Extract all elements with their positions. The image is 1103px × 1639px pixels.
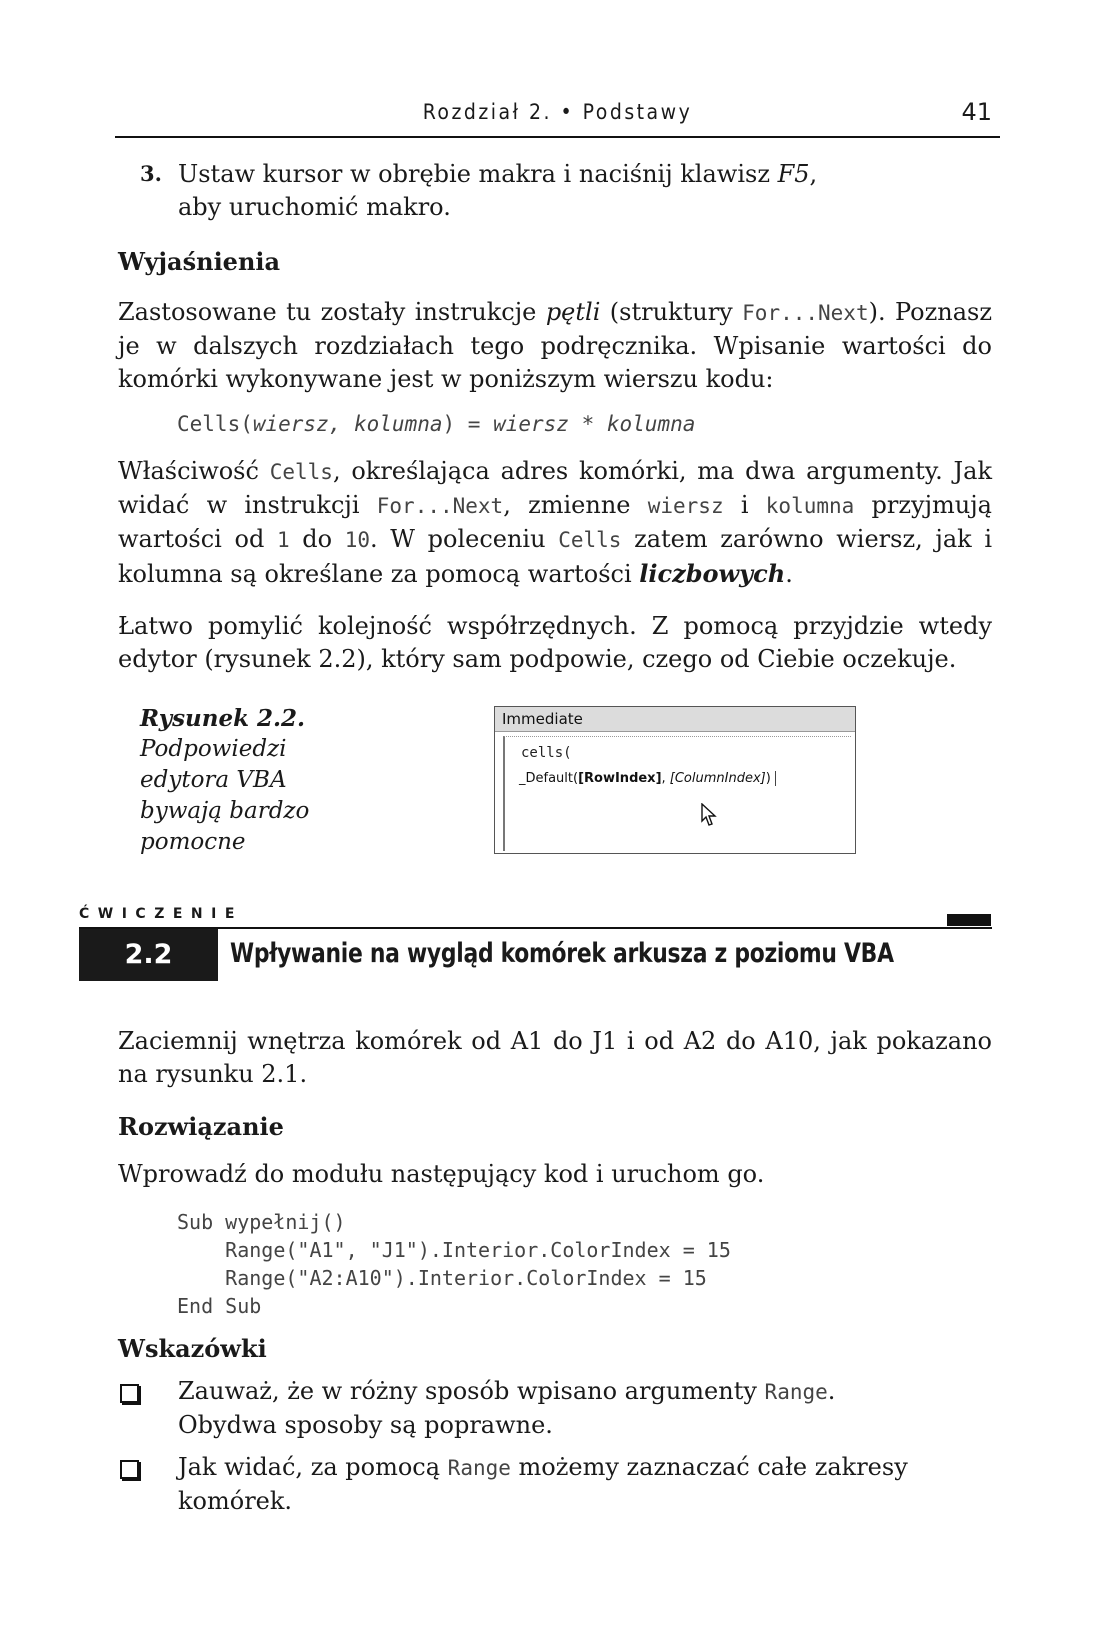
- para2-code4: kolumna: [765, 494, 855, 518]
- tooltip-c: ,: [661, 771, 670, 786]
- exercise-number: 2.2: [79, 929, 218, 981]
- figure-caption: [140, 703, 309, 858]
- para1-a: Zastosowane tu zostały instrukcje: [118, 298, 546, 326]
- para2-code5: 1: [276, 528, 290, 552]
- paragraph-task: Zaciemnij wnętrza komórek od A1 do J1 i od A2 do A10, jak pokazano na rysunku 2.1.: [118, 1027, 992, 1088]
- paragraph-enter-code: Wprowadź do modułu następujący kod i uruchom go.: [118, 1160, 765, 1188]
- bullet-marker: [120, 1384, 142, 1407]
- step-3-line2: aby uruchomić makro.: [178, 193, 451, 221]
- para1-italic: pętli: [545, 298, 601, 326]
- immediate-window-screenshot: [494, 706, 856, 854]
- tooltip-d: [ColumnIndex]: [669, 771, 766, 786]
- code-block: [177, 1208, 731, 1320]
- mouse-pointer-icon: [701, 803, 717, 827]
- bullet-2-code: Range: [447, 1456, 511, 1480]
- intellisense-tooltip: [519, 771, 776, 786]
- paragraph-loops: [118, 296, 992, 396]
- step-3-text-b: ,: [809, 160, 818, 188]
- bullet-item: [178, 1375, 978, 1442]
- running-header: [115, 100, 1000, 138]
- para2-h: zatem zarówno wiersz, jak i kolumna są określane za pomocą wartości: [118, 525, 992, 588]
- para1-b: (struktury: [600, 298, 743, 326]
- immediate-code: cells(: [521, 745, 572, 761]
- para2-b: , określająca adres komórki, ma dwa argumenty. Jak widać w instrukcji: [118, 457, 992, 519]
- code-line: Range("A1", "J1").Interior.ColorIndex = 15: [177, 1238, 731, 1262]
- tooltip-a: _Default(: [519, 771, 579, 786]
- para1-code: For...Next: [742, 301, 869, 325]
- figure-caption-line: pomocne: [140, 829, 246, 855]
- figure-caption-line: edytora VBA: [140, 767, 287, 793]
- para2-a: Właściwość: [118, 457, 270, 485]
- para2-f: do: [289, 525, 345, 553]
- running-title: Rozdział 2. • Podstawy: [422, 100, 693, 124]
- immediate-window-content: [503, 736, 851, 851]
- code-line-cells: [177, 412, 695, 436]
- figure-caption-line: Podpowiedzi: [140, 736, 287, 762]
- bullet-2-a: Jak widać, za pomocą: [178, 1453, 448, 1481]
- code-line: Sub wypełnij(): [177, 1210, 346, 1234]
- para2-code2: For...Next: [376, 494, 504, 518]
- tooltip-e: ): [765, 771, 771, 786]
- para2-e: przyjmują wartości od: [118, 491, 992, 553]
- para1-c: ). Poznasz je w dalszych rozdziałach tego podręcznika. Wpisanie wartości do komórki wykonywane jest w poniższym wierszu kodu:: [118, 298, 993, 393]
- code-line-b: wiersz, kolumna: [252, 412, 443, 436]
- para2-code7: Cells: [558, 528, 622, 552]
- exercise-title: Wpływanie na wygląd komórek arkusza z poziomu VBA: [230, 938, 894, 969]
- bullet-1-code: Range: [764, 1380, 828, 1404]
- bullet-marker: [120, 1460, 142, 1483]
- para2-code6: 10: [344, 528, 371, 552]
- code-line: End Sub: [177, 1294, 262, 1318]
- step-3-text: [178, 158, 978, 224]
- para2-code3: wiersz: [647, 494, 724, 518]
- checkbox-icon: [120, 1384, 139, 1403]
- tooltip-b: [RowIndex]: [578, 771, 662, 786]
- para2-c: , zmienne: [503, 491, 648, 519]
- page-number: 41: [961, 98, 992, 126]
- para2-g: . W poleceniu: [370, 525, 559, 553]
- figure-caption-line: bywają bardzo: [140, 798, 310, 824]
- code-line-c: ) =: [442, 412, 494, 436]
- exercise-rule-tab: [947, 914, 991, 926]
- code-line: Range("A2:A10").Interior.ColorIndex = 15: [177, 1266, 707, 1290]
- checkbox-icon: [120, 1460, 139, 1479]
- section-heading-explanations: Wyjaśnienia: [118, 247, 281, 276]
- bullet-1-b: .: [827, 1377, 836, 1405]
- code-line-a: Cells(: [177, 412, 253, 436]
- para2-code1: Cells: [269, 460, 333, 484]
- step-3-text-a: Ustaw kursor w obrębie makra i naciśnij klawisz: [178, 160, 778, 188]
- paragraph-coordinates: Łatwo pomylić kolejność współrzędnych. Z pomocą przyjdzie wtedy edytor (rysunek 2.2), który sam podpowie, czego od Ciebie oczekuje.: [118, 612, 992, 673]
- step-3: [140, 161, 162, 186]
- code-line-d: wiersz * kolumna: [493, 412, 696, 436]
- bullet-1-a: Zauważ, że w różny sposób wpisano argumenty: [178, 1377, 765, 1405]
- step-3-key: F5: [777, 160, 810, 188]
- bullet-1-line2: Obydwa sposoby są poprawne.: [178, 1411, 553, 1439]
- section-heading-tips: Wskazówki: [118, 1334, 267, 1363]
- bullet-2-b: możemy zaznaczać całe zakresy: [510, 1453, 908, 1481]
- bullet-2-line2: komórek.: [178, 1487, 293, 1515]
- para2-bold-italic: liczbowych: [639, 559, 786, 588]
- paragraph-cells-property: [118, 455, 992, 591]
- step-number: 3.: [140, 161, 162, 186]
- bullet-item: [178, 1451, 978, 1518]
- immediate-window-title: Immediate: [495, 707, 855, 732]
- section-heading-solution: Rozwiązanie: [118, 1112, 284, 1141]
- para2-i: .: [785, 560, 793, 588]
- para2-d: i: [723, 491, 766, 519]
- exercise-kicker: ĆWICZENIE: [79, 906, 243, 922]
- figure-label: Rysunek 2.2.: [140, 705, 306, 732]
